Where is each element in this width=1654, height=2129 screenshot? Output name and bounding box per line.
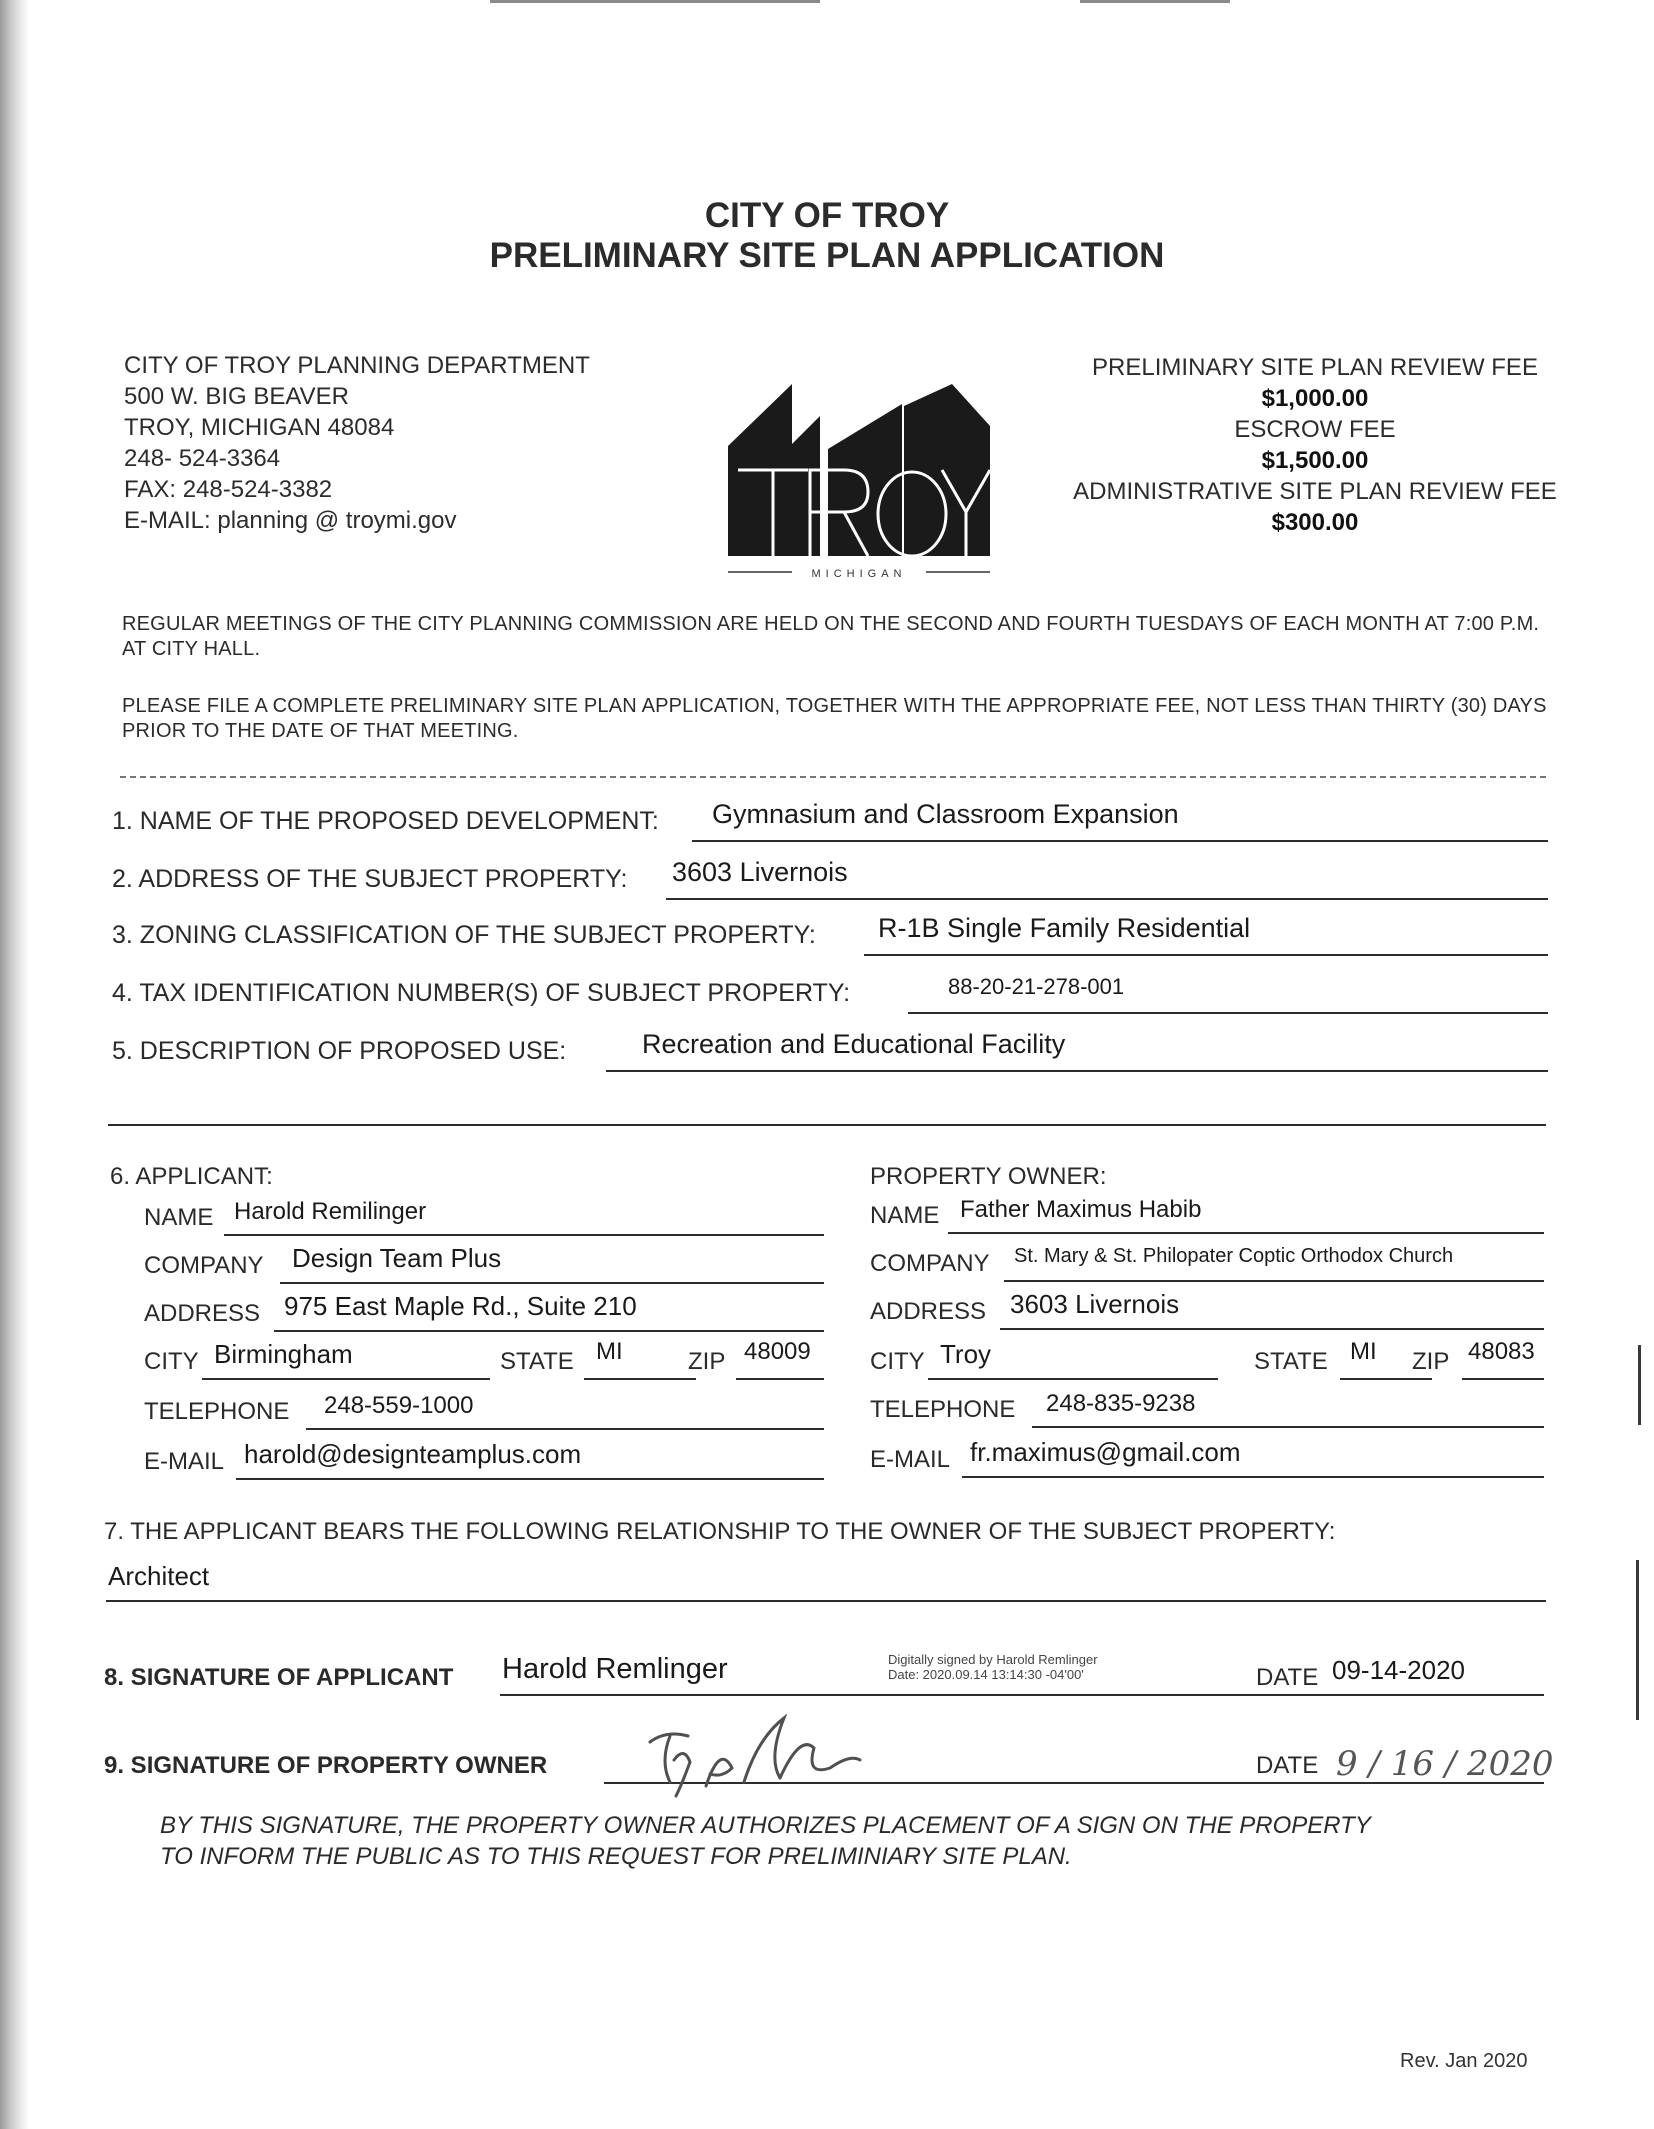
field-row-proposed-use xyxy=(112,1029,1548,1072)
owner-email-label: E-MAIL xyxy=(870,1446,951,1473)
applicant-company-value[interactable]: Design Team Plus xyxy=(292,1243,502,1273)
applicant-name-field xyxy=(144,1196,824,1236)
applicant-date-label: DATE xyxy=(1256,1664,1319,1691)
owner-name-label: NAME xyxy=(870,1202,940,1229)
applicant-phone-value[interactable]: 248-559-1000 xyxy=(324,1392,474,1419)
owner-name-line xyxy=(948,1232,1544,1234)
owner-email-field xyxy=(870,1438,1544,1478)
applicant-state-line xyxy=(584,1378,696,1380)
applicant-name-label: NAME xyxy=(144,1204,214,1231)
department-name: CITY OF TROY PLANNING DEPARTMENT xyxy=(124,352,590,379)
relationship-value[interactable]: Architect xyxy=(108,1561,210,1591)
applicant-address-field xyxy=(144,1292,824,1332)
owner-date-label: DATE xyxy=(1256,1752,1319,1779)
applicant-name-line xyxy=(224,1234,824,1236)
applicant-date-value[interactable]: 09-14-2020 xyxy=(1332,1655,1465,1685)
zoning-value[interactable]: R-1B Single Family Residential xyxy=(878,913,1251,943)
applicant-state-value[interactable]: MI xyxy=(596,1338,623,1365)
department-phone: 248- 524-3364 xyxy=(124,445,281,472)
owner-phone-field xyxy=(870,1388,1544,1428)
applicant-signature-line xyxy=(500,1694,1344,1696)
applicant-phone-label: TELEPHONE xyxy=(144,1398,290,1425)
proposed-use-label: 5. DESCRIPTION OF PROPOSED USE: xyxy=(112,1037,567,1065)
owner-city-value[interactable]: Troy xyxy=(940,1339,992,1369)
tax-id-value[interactable]: 88-20-21-278-001 xyxy=(948,974,1125,999)
owner-handwritten-signature xyxy=(630,1708,930,1804)
property-address-value[interactable]: 3603 Livernois xyxy=(672,857,848,887)
admin-fee-label: ADMINISTRATIVE SITE PLAN REVIEW FEE xyxy=(1073,478,1557,505)
applicant-email-line xyxy=(236,1478,824,1480)
zoning-label: 3. ZONING CLASSIFICATION OF THE SUBJECT PROPERTY: xyxy=(112,921,816,949)
applicant-date-line xyxy=(1326,1694,1544,1696)
owner-phone-line xyxy=(1032,1426,1544,1428)
digital-signature-line1: Digitally signed by Harold Remlinger xyxy=(888,1652,1098,1667)
admin-fee-amount: $300.00 xyxy=(1271,509,1359,536)
department-address-block xyxy=(124,350,590,536)
applicant-phone-field xyxy=(144,1390,824,1430)
owner-consent-statement xyxy=(160,1810,1371,1872)
owner-zip-label: ZIP xyxy=(1412,1348,1450,1375)
consent-line-2: TO INFORM THE PUBLIC AS TO THIS REQUEST FOR PRELIMINIARY SITE PLAN. xyxy=(160,1843,1072,1870)
owner-email-line xyxy=(962,1476,1544,1478)
applicant-address-line xyxy=(274,1330,824,1332)
owner-name-field xyxy=(870,1194,1544,1234)
owner-heading: PROPERTY OWNER: xyxy=(870,1163,1107,1190)
owner-company-line xyxy=(1004,1280,1544,1282)
applicant-city-state-zip-field xyxy=(144,1340,824,1380)
owner-city-state-zip-field xyxy=(870,1340,1544,1380)
applicant-city-label: CITY xyxy=(144,1348,199,1375)
field-row-development-name xyxy=(112,799,1548,842)
owner-company-label: COMPANY xyxy=(870,1250,990,1277)
applicant-name-value[interactable]: Harold Remilinger xyxy=(234,1198,427,1225)
owner-signature-label: 9. SIGNATURE OF PROPERTY OWNER xyxy=(104,1752,548,1779)
scan-edge-mark xyxy=(1638,1345,1641,1425)
applicant-zip-label: ZIP xyxy=(688,1348,726,1375)
scan-edge-mark xyxy=(1636,1560,1639,1720)
consent-line-1: BY THIS SIGNATURE, THE PROPERTY OWNER AUTHORIZES PLACEMENT OF A SIGN ON THE PROPERTY xyxy=(160,1812,1371,1839)
department-fax: FAX: 248-524-3382 xyxy=(124,476,333,503)
tax-id-label: 4. TAX IDENTIFICATION NUMBER(S) OF SUBJECT PROPERTY: xyxy=(112,979,851,1007)
development-name-line xyxy=(692,840,1548,842)
fees-block xyxy=(1020,352,1610,538)
applicant-company-label: COMPANY xyxy=(144,1252,264,1279)
property-address-line xyxy=(666,898,1548,900)
meetings-notice: REGULAR MEETINGS OF THE CITY PLANNING COMMISSION ARE HELD ON THE SECOND AND FOURTH TUESDAYS OF EACH MONTH AT 7:00 P.M. AT CITY HALL. xyxy=(122,613,1540,660)
owner-city-label: CITY xyxy=(870,1348,925,1375)
field-row-tax-id xyxy=(112,974,1548,1014)
relationship-line xyxy=(106,1600,1546,1602)
relationship-field xyxy=(106,1562,1546,1602)
dashed-divider xyxy=(120,776,1546,778)
revision-label: Rev. Jan 2020 xyxy=(1400,2050,1528,2072)
review-fee-amount: $1,000.00 xyxy=(1261,385,1369,412)
applicant-signature-value[interactable]: Harold Remlinger xyxy=(502,1653,728,1685)
applicant-zip-line xyxy=(736,1378,824,1380)
owner-phone-value[interactable]: 248-835-9238 xyxy=(1046,1390,1196,1417)
digital-signature-stamp xyxy=(888,1652,1098,1682)
applicant-phone-line xyxy=(306,1428,824,1430)
department-email: E-MAIL: planning @ troymi.gov xyxy=(124,507,457,534)
applicant-state-label: STATE xyxy=(500,1348,574,1375)
relationship-label: 7. THE APPLICANT BEARS THE FOLLOWING RELATIONSHIP TO THE OWNER OF THE SUBJECT PROPERTY: xyxy=(104,1518,1336,1545)
applicant-city-value[interactable]: Birmingham xyxy=(214,1339,353,1369)
applicant-email-field xyxy=(144,1440,824,1480)
review-fee-label: PRELIMINARY SITE PLAN REVIEW FEE xyxy=(1092,354,1538,381)
department-city: TROY, MICHIGAN 48084 xyxy=(124,414,395,441)
field-row-zoning xyxy=(112,913,1548,956)
digital-signature-date: Date: 2020.09.14 13:14:30 -04'00' xyxy=(888,1667,1084,1682)
owner-zip-line xyxy=(1462,1378,1544,1380)
scan-top-mark xyxy=(1080,0,1230,3)
proposed-use-value[interactable]: Recreation and Educational Facility xyxy=(642,1029,1066,1059)
owner-state-line xyxy=(1340,1378,1432,1380)
logo-subtitle: MICHIGAN xyxy=(811,568,907,580)
field-row-property-address xyxy=(112,857,1548,900)
applicant-address-label: ADDRESS xyxy=(144,1300,261,1327)
development-name-value[interactable]: Gymnasium and Classroom Expansion xyxy=(712,799,1179,829)
owner-address-value[interactable]: 3603 Livernois xyxy=(1010,1289,1180,1319)
applicant-address-value[interactable]: 975 East Maple Rd., Suite 210 xyxy=(284,1291,637,1321)
form-title: PRELIMINARY SITE PLAN APPLICATION xyxy=(489,236,1165,275)
zoning-line xyxy=(864,954,1548,956)
scan-top-mark xyxy=(490,0,820,3)
applicant-email-label: E-MAIL xyxy=(144,1448,225,1475)
development-name-label: 1. NAME OF THE PROPOSED DEVELOPMENT: xyxy=(112,807,659,835)
escrow-fee-amount: $1,500.00 xyxy=(1261,447,1369,474)
scan-edge-shadow xyxy=(0,0,30,2129)
proposed-use-line xyxy=(606,1070,1548,1072)
owner-city-line xyxy=(928,1378,1218,1380)
troy-logo xyxy=(728,384,990,584)
owner-name-value[interactable]: Father Maximus Habib xyxy=(960,1196,1202,1223)
applicant-signature-row xyxy=(104,1653,1544,1696)
owner-state-label: STATE xyxy=(1254,1348,1328,1375)
applicant-heading: 6. APPLICANT: xyxy=(110,1163,273,1190)
form-title-city: CITY OF TROY xyxy=(704,196,950,235)
applicant-city-line xyxy=(202,1378,490,1380)
owner-company-value[interactable]: St. Mary & St. Philopater Coptic Orthodox Church xyxy=(1014,1245,1454,1267)
applicant-email-value[interactable]: harold@designteamplus.com xyxy=(244,1439,582,1469)
owner-date-handwritten[interactable]: 9 / 16 / 2020 xyxy=(1336,1744,1554,1784)
owner-phone-label: TELEPHONE xyxy=(870,1396,1016,1423)
department-street: 500 W. BIG BEAVER xyxy=(124,383,349,410)
applicant-signature-label: 8. SIGNATURE OF APPLICANT xyxy=(104,1664,454,1691)
escrow-fee-label: ESCROW FEE xyxy=(1234,416,1396,443)
owner-state-value[interactable]: MI xyxy=(1350,1338,1377,1365)
applicant-company-field xyxy=(144,1244,824,1284)
owner-email-value[interactable]: fr.maximus@gmail.com xyxy=(970,1437,1241,1467)
property-address-label: 2. ADDRESS OF THE SUBJECT PROPERTY: xyxy=(112,865,628,893)
section-divider xyxy=(108,1124,1546,1126)
owner-address-field xyxy=(870,1290,1544,1330)
owner-address-line xyxy=(1000,1328,1544,1330)
owner-company-field xyxy=(870,1242,1544,1282)
owner-zip-value[interactable]: 48083 xyxy=(1468,1338,1535,1365)
applicant-company-line xyxy=(280,1282,824,1284)
owner-address-label: ADDRESS xyxy=(870,1298,987,1325)
applicant-zip-value[interactable]: 48009 xyxy=(744,1338,811,1365)
filing-notice: PLEASE FILE A COMPLETE PRELIMINARY SITE PLAN APPLICATION, TOGETHER WITH THE APPROPRIATE FEE, NOT LESS THAN THIRTY (30) DAYS PRIOR TO THE DATE OF THAT MEETING. xyxy=(122,695,1547,742)
tax-id-line xyxy=(908,1012,1548,1014)
